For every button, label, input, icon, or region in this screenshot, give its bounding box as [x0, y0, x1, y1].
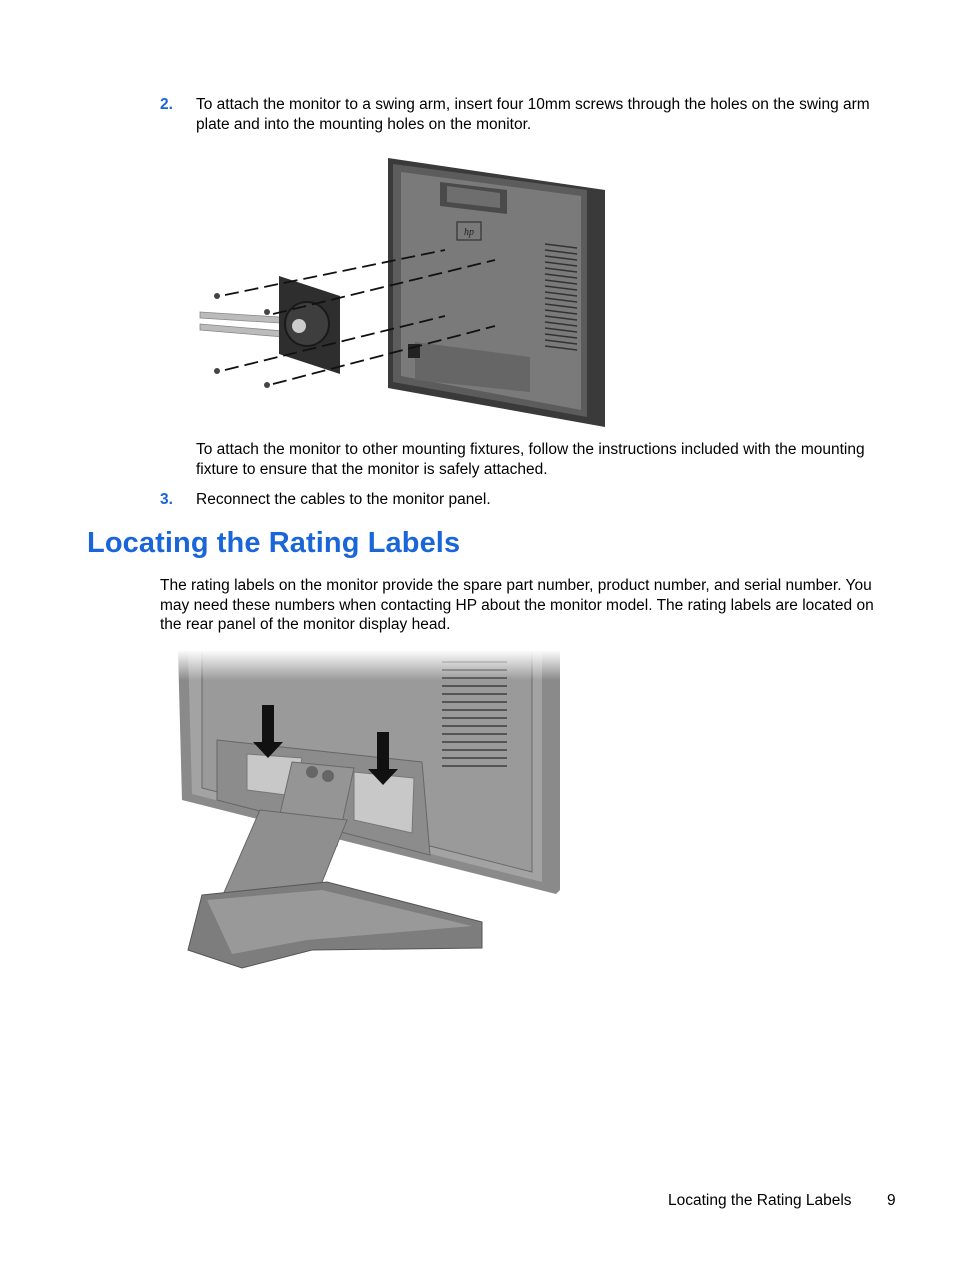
step-number: 3.: [160, 491, 173, 508]
page-number: 9: [887, 1192, 896, 1209]
swing-arm-mounting-illustration: [195, 152, 615, 432]
step-number: 2.: [160, 96, 173, 113]
svg-text:hp: hp: [464, 227, 474, 238]
mounting-note: To attach the monitor to other mounting fixtures, follow the instructions included with the mounting fixture to ensure that the monitor is safely attached.: [196, 441, 865, 478]
section-heading: Locating the Rating Labels: [87, 527, 461, 559]
rating-labels-illustration: [172, 650, 564, 980]
section-body: The rating labels on the monitor provide the spare part number, product number, and serial number. You may need these numbers when contacting HP about the monitor model. The rating labels are located on the rear panel of the monitor display head.: [160, 577, 874, 633]
footer-title: Locating the Rating Labels: [668, 1192, 852, 1209]
step-text: Reconnect the cables to the monitor panel.: [196, 491, 491, 508]
step-text: To attach the monitor to a swing arm, insert four 10mm screws through the holes on the swing arm plate and into the mounting holes on the monitor.: [196, 96, 870, 133]
